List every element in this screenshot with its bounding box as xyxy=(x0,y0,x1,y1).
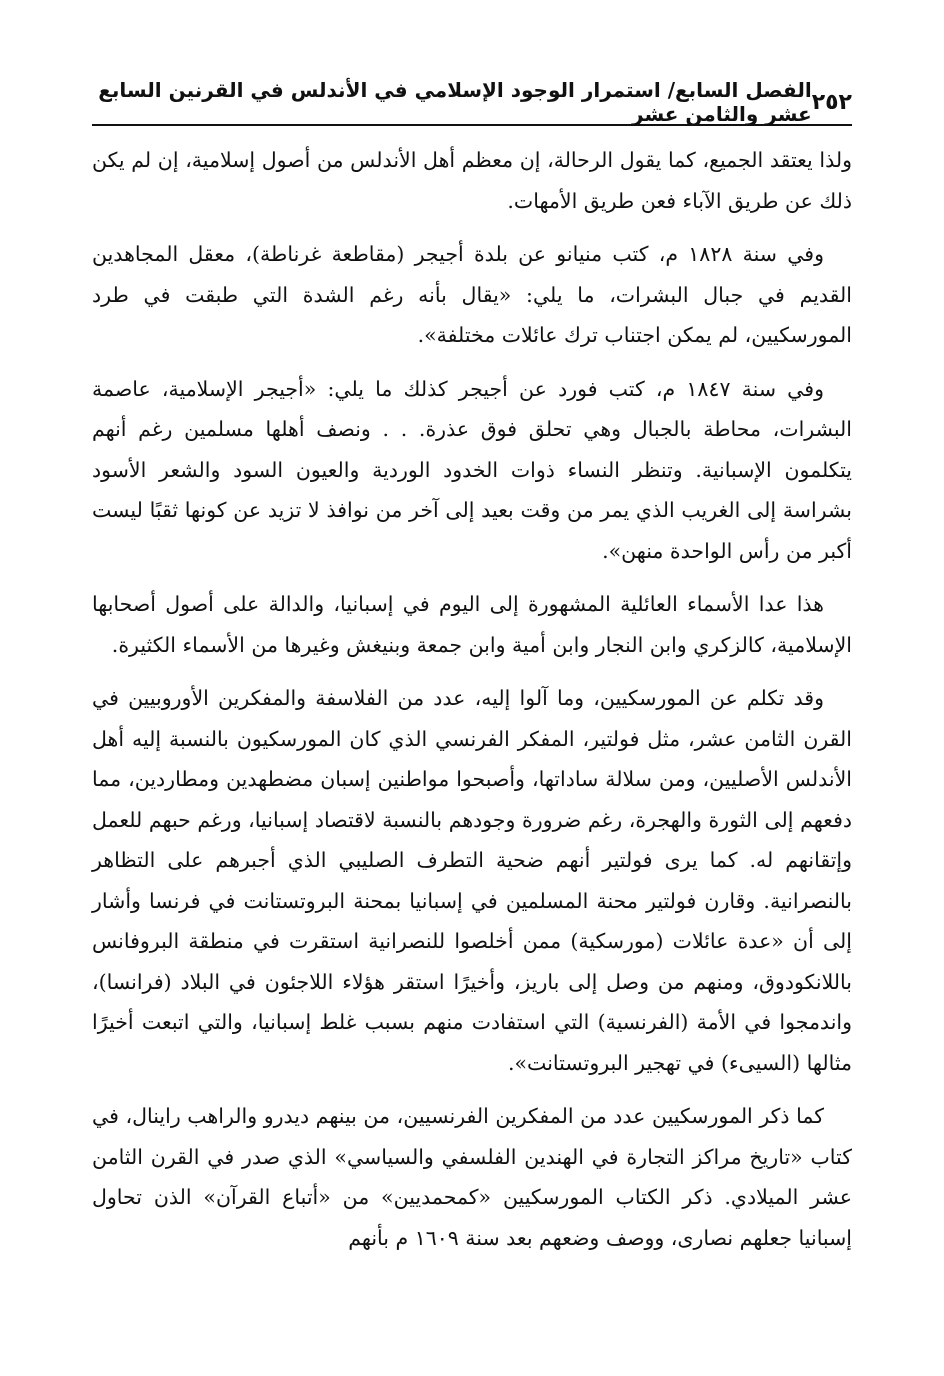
page-number: ٢٥٢ xyxy=(811,89,852,115)
paragraph: وفي سنة ١٨٢٨ م، كتب منيانو عن بلدة أجيجر (مقاطعة غرناطة)، معقل المجاهدين القديم في جبال البشرات، ما يلي: «يقال بأنه رغم الشدة التي طبقت في طرد المورسكيين، لم يمكن اجتناب ترك عائلات مختلفة». xyxy=(92,242,852,347)
paragraph: ولذا يعتقد الجميع، كما يقول الرحالة، إن معظم أهل الأندلس من أصول إسلامية، إن لم يكن ذلك عن طريق الآباء فعن طريق الأمهات. xyxy=(92,148,852,213)
header-divider xyxy=(92,124,852,126)
paragraph: كما ذكر المورسكيين عدد من المفكرين الفرنسيين، من بينهم ديدرو والراهب راينال، في كتاب «تاريخ مراكز التجارة في الهندين الفلسفي والسياسي» الذي صدر في القرن الثامن عشر الميلادي. ذكر الكتاب المورسكيين «كمحمديين» من «أتباع القرآن» الذن تحاول إسبانيا جعلهم نصارى، ووصف وضعهم بعد سنة ١٦٠٩ م بأنهم xyxy=(92,1104,852,1250)
body-text xyxy=(92,140,852,1271)
running-title: الفصل السابع/ استمرار الوجود الإسلامي في الأندلس في القرنين السابع عشر والثامن عشر xyxy=(98,78,812,126)
page-header xyxy=(92,78,852,126)
paragraph: وقد تكلم عن المورسكيين، وما آلوا إليه، عدد من الفلاسفة والمفكرين الأوروبيين في القرن الثامن عشر، مثل فولتير، المفكر الفرنسي الذي كان المورسكيون بالنسبة إليه أهل الأندلس الأصليين، ومن سلالة ساداتها، وأصبحوا مواطنين إسبان مضطهدين ومطاردين، مما دفعهم إلى الثورة والهجرة، رغم ضرورة وجودهم بالنسبة لاقتصاد إسبانيا، ورغم حبهم للعمل وإتقانهم له. كما يرى فولتير أنهم ضحية التطرف الصليبي الذي أجبرهم على التظاهر بالنصرانية. وقارن فولتير محنة المسلمين في إسبانيا بمحنة البروتستانت في فرنسا وأشار إلى أن «عدة عائلات (مورسكية) ممن أخلصوا للنصرانية استقرت في منطقة البروفانس باللانكودوق، ومنهم من وصل إلى باريز، وأخيرًا استقر هؤلاء اللاجئون في البلاد (فرانسا)، واندمجوا في الأمة (الفرنسية) التي استفادت منهم بسبب غلط إسبانيا، والتي اتبعت أخيرًا مثالها (السيىء) في تهجير البروتستانت». xyxy=(92,686,852,1075)
paragraph: وفي سنة ١٨٤٧ م، كتب فورد عن أجيجر كذلك ما يلي: «أجيجر الإسلامية، عاصمة البشرات، محاطة بالجبال وهي تحلق فوق عذرة. . . ونصف أهلها مسلمين رغم أنهم يتكلمون الإسبانية. وتنظر النساء ذوات الخدود الوردية والعيون السود والشعر الأسود بشراسة إلى الغريب الذي يمر من وقت بعيد إلى آخر من نوافذ لا تزيد عن كونها ثقبًا ليست أكبر من رأس الواحدة منهن». xyxy=(92,376,852,563)
paragraph: هذا عدا الأسماء العائلية المشهورة إلى اليوم في إسبانيا، والدالة على أصول أصحابها الإسلامية، كالزكري وابن النجار وابن أمية وابن جمعة وبنيغش وغيرها من الأسماء الكثيرة. xyxy=(92,592,852,657)
